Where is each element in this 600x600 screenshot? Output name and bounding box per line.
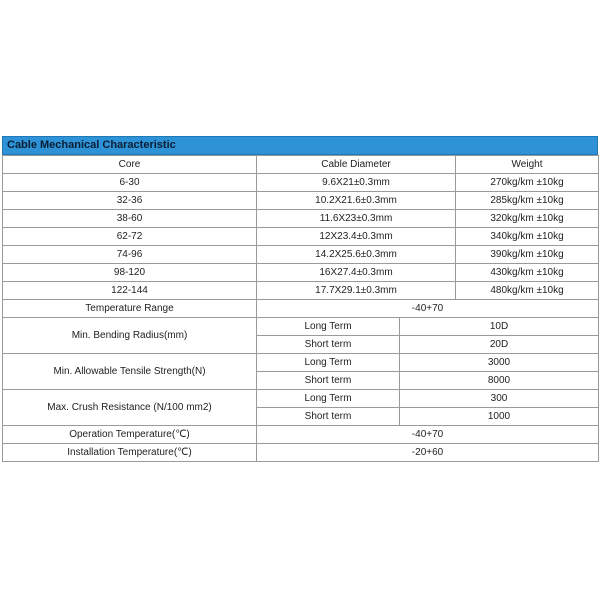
diameter-cell: 11.6X23±0.3mm — [257, 210, 456, 228]
tensile-long-value: 3000 — [400, 354, 599, 372]
bending-long-label: Long Term — [257, 318, 400, 336]
temperature-range-label: Temperature Range — [3, 300, 257, 318]
crush-resistance-row — [3, 390, 599, 408]
core-cell: 122-144 — [3, 282, 257, 300]
diameter-cell: 10.2X21.6±0.3mm — [257, 192, 456, 210]
installation-temperature-label: Installation Temperature(℃) — [3, 444, 257, 462]
tensile-short-label: Short term — [257, 372, 400, 390]
crush-long-value: 300 — [400, 390, 599, 408]
table-row — [3, 228, 599, 246]
bending-short-value: 20D — [400, 336, 599, 354]
weight-cell: 285kg/km ±10kg — [456, 192, 599, 210]
tensile-strength-row — [3, 354, 599, 372]
table-row — [3, 174, 599, 192]
characteristics-table — [2, 155, 599, 462]
tensile-strength-label: Min. Allowable Tensile Strength(N) — [3, 354, 257, 390]
temperature-range-row — [3, 300, 599, 318]
table-title: Cable Mechanical Characteristic — [2, 136, 598, 155]
table-row — [3, 210, 599, 228]
core-cell: 74-96 — [3, 246, 257, 264]
header-row — [3, 156, 599, 174]
crush-long-label: Long Term — [257, 390, 400, 408]
table-row — [3, 264, 599, 282]
core-cell: 32-36 — [3, 192, 257, 210]
diameter-cell: 14.2X25.6±0.3mm — [257, 246, 456, 264]
bending-short-label: Short term — [257, 336, 400, 354]
bending-long-value: 10D — [400, 318, 599, 336]
spec-sheet — [2, 136, 598, 462]
diameter-cell: 12X23.4±0.3mm — [257, 228, 456, 246]
weight-cell: 480kg/km ±10kg — [456, 282, 599, 300]
header-weight: Weight — [456, 156, 599, 174]
header-diameter: Cable Diameter — [257, 156, 456, 174]
table-row — [3, 192, 599, 210]
core-cell: 6-30 — [3, 174, 257, 192]
weight-cell: 340kg/km ±10kg — [456, 228, 599, 246]
operation-temperature-value: -40+70 — [257, 426, 599, 444]
diameter-cell: 16X27.4±0.3mm — [257, 264, 456, 282]
header-core: Core — [3, 156, 257, 174]
weight-cell: 270kg/km ±10kg — [456, 174, 599, 192]
bending-radius-label: Min. Bending Radius(mm) — [3, 318, 257, 354]
table-row — [3, 282, 599, 300]
tensile-long-label: Long Term — [257, 354, 400, 372]
installation-temperature-value: -20+60 — [257, 444, 599, 462]
tensile-short-value: 8000 — [400, 372, 599, 390]
crush-resistance-label: Max. Crush Resistance (N/100 mm2) — [3, 390, 257, 426]
weight-cell: 390kg/km ±10kg — [456, 246, 599, 264]
core-cell: 98-120 — [3, 264, 257, 282]
operation-temperature-row — [3, 426, 599, 444]
temperature-range-value: -40+70 — [257, 300, 599, 318]
weight-cell: 320kg/km ±10kg — [456, 210, 599, 228]
core-cell: 62-72 — [3, 228, 257, 246]
diameter-cell: 17.7X29.1±0.3mm — [257, 282, 456, 300]
table-row — [3, 246, 599, 264]
bending-radius-row — [3, 318, 599, 336]
weight-cell: 430kg/km ±10kg — [456, 264, 599, 282]
operation-temperature-label: Operation Temperature(℃) — [3, 426, 257, 444]
crush-short-value: 1000 — [400, 408, 599, 426]
installation-temperature-row — [3, 444, 599, 462]
core-cell: 38-60 — [3, 210, 257, 228]
diameter-cell: 9.6X21±0.3mm — [257, 174, 456, 192]
crush-short-label: Short term — [257, 408, 400, 426]
